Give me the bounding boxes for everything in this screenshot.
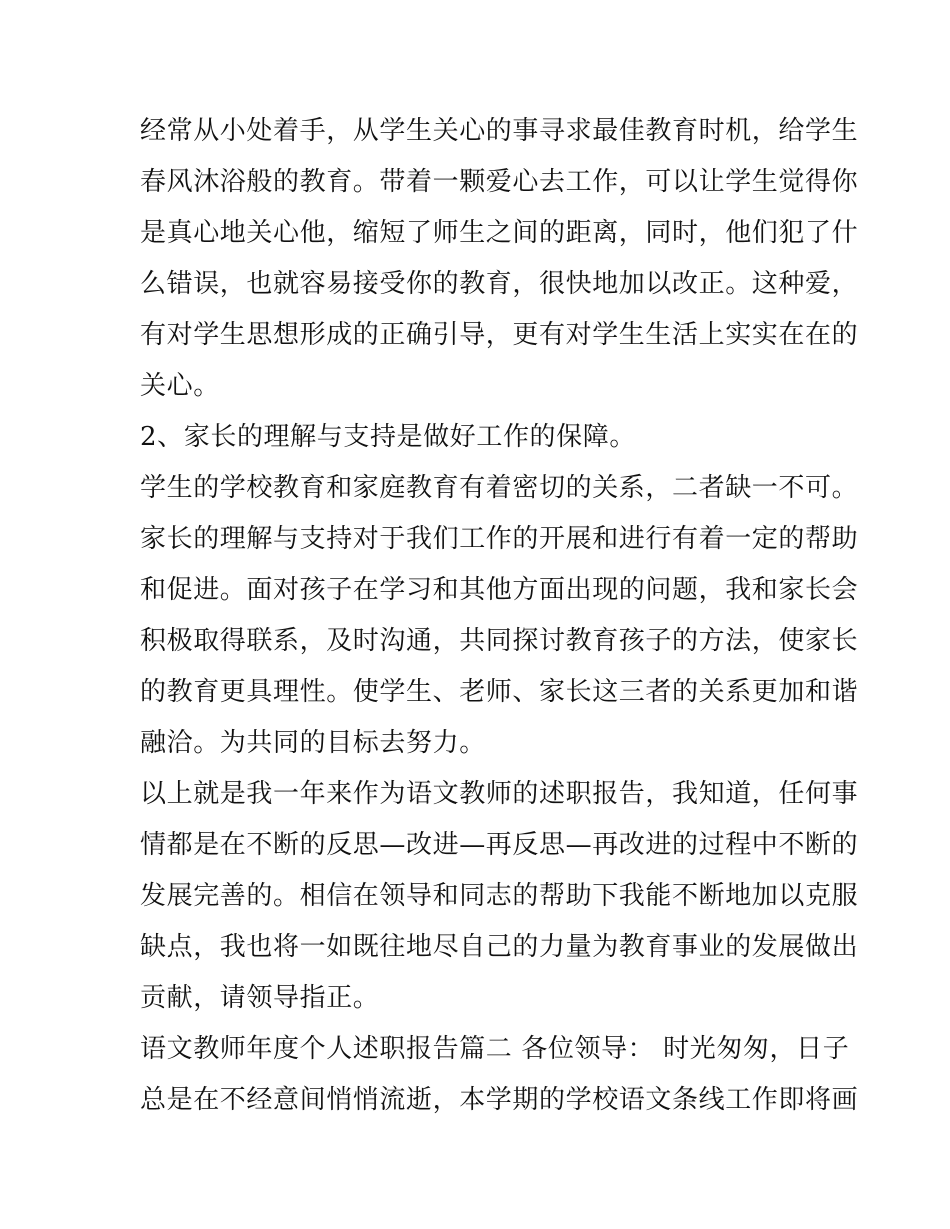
text-line: 积极取得联系，及时沟通，共同探讨教育孩子的方法，使家长	[140, 626, 859, 656]
text-line: 发展完善的。相信在领导和同志的帮助下我能不断地加以克服	[140, 881, 859, 911]
text-line: 关心。	[140, 371, 220, 401]
text-line: 以上就是我一年来作为语文教师的述职报告，我知道，任何事	[140, 779, 859, 809]
text-line: 有对学生思想形成的正确引导，更有对学生生活上实实在在的	[140, 320, 859, 350]
text-line: 贡献，请领导指正。	[140, 983, 380, 1013]
text-line: 是真心地关心他，缩短了师生之间的距离，同时，他们犯了什	[140, 218, 859, 248]
section-heading: 2、家长的理解与支持是做好工作的保障。	[140, 422, 636, 452]
text-line: 的教育更具理性。使学生、老师、家长这三者的关系更加和谐	[140, 677, 859, 707]
text-line: 缺点，我也将一如既往地尽自己的力量为教育事业的发展做出	[140, 932, 859, 962]
text-line: 融洽。为共同的目标去努力。	[140, 728, 486, 758]
text-line: 情都是在不断的反思—改进—再反思—再改进的过程中不断的	[140, 830, 859, 860]
text-line: 经常从小处着手，从学生关心的事寻求最佳教育时机，给学生	[140, 116, 859, 146]
text-line: 家长的理解与支持对于我们工作的开展和进行有着一定的帮助	[140, 524, 859, 554]
text-line: 么错误，也就容易接受你的教育，很快地加以改正。这种爱，	[140, 269, 859, 299]
text-line: 语文教师年度个人述职报告篇二 各位领导： 时光匆匆，日子	[140, 1034, 850, 1064]
text-line: 学生的学校教育和家庭教育有着密切的关系，二者缺一不可。	[140, 473, 859, 503]
text-line: 春风沐浴般的教育。带着一颗爱心去工作，可以让学生觉得你	[140, 167, 859, 197]
text-line: 和促进。面对孩子在学习和其他方面出现的问题，我和家长会	[140, 575, 859, 605]
text-line: 总是在不经意间悄悄流逝，本学期的学校语文条线工作即将画	[140, 1085, 859, 1115]
